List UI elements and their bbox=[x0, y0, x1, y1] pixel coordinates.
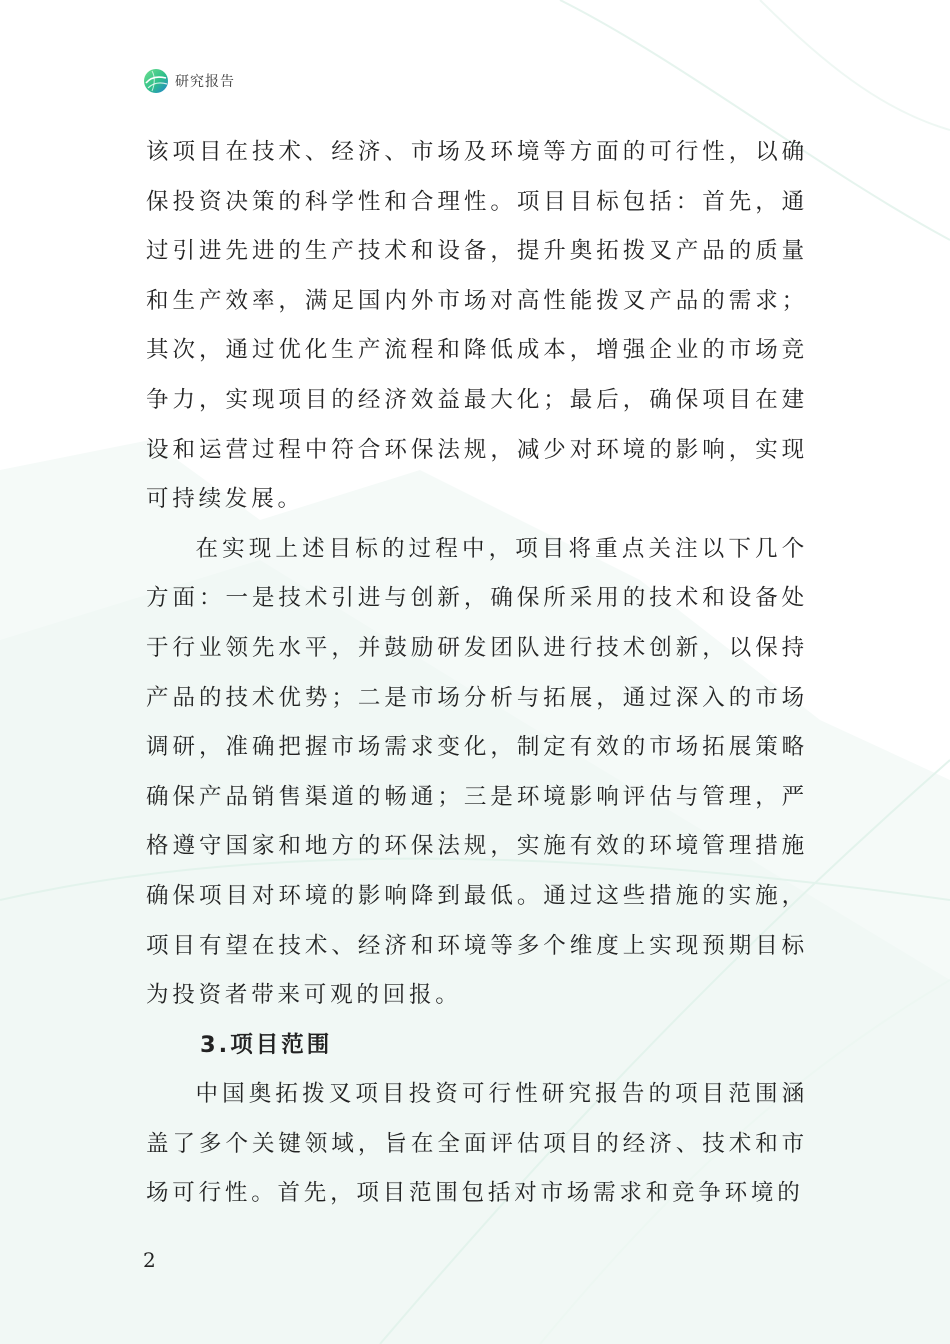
header-title: 研究报告 bbox=[175, 74, 235, 90]
page-number: 2 bbox=[143, 1248, 156, 1272]
body-paragraph: 在实现上述目标的过程中，项目将重点关注以下几个方面：一是技术引进与创新，确保所采用的技术和设备处于行业领先水平，并鼓励研发团队进行技术创新，以保持产品的技术优势；二是市场分析与拓展，通过深入的市场调研，准确把握市场需求变化，制定有效的市场拓展策略确保产品销售渠道的畅通；三是环境影响评估与管理，严格遵守国家和地方的环保法规，实施有效的环境管理措施确保项目对环境的影响降到最低。通过这些措施的实施，项目有望在技术、经济和环境等多个维度上实现预期目标为投资者带来可观的回报。 bbox=[146, 535, 808, 1009]
section-heading: 3.项目范围 bbox=[200, 1031, 333, 1058]
document-body bbox=[146, 128, 808, 1219]
body-paragraph: 该项目在技术、经济、市场及环境等方面的可行性，以确保投资决策的科学性和合理性。项目目标包括：首先，通过引进先进的生产技术和设备，提升奥拓拨叉产品的质量和生产效率，满足国内外市场对高性能拨叉产品的需求；其次，通过优化生产流程和降低成本，增强企业的市场竞争力，实现项目的经济效益最大化；最后，确保项目在建设和运营过程中符合环保法规，减少对环境的影响，实现可持续发展。 bbox=[146, 139, 808, 513]
document-header bbox=[143, 66, 235, 96]
globe-logo-icon bbox=[143, 68, 169, 94]
section-paragraph: 中国奥拓拨叉项目投资可行性研究报告的项目范围涵盖了多个关键领域，旨在全面评估项目的经济、技术和市场可行性。首先，项目范围包括对市场需求和竞争环境的 bbox=[146, 1081, 808, 1207]
